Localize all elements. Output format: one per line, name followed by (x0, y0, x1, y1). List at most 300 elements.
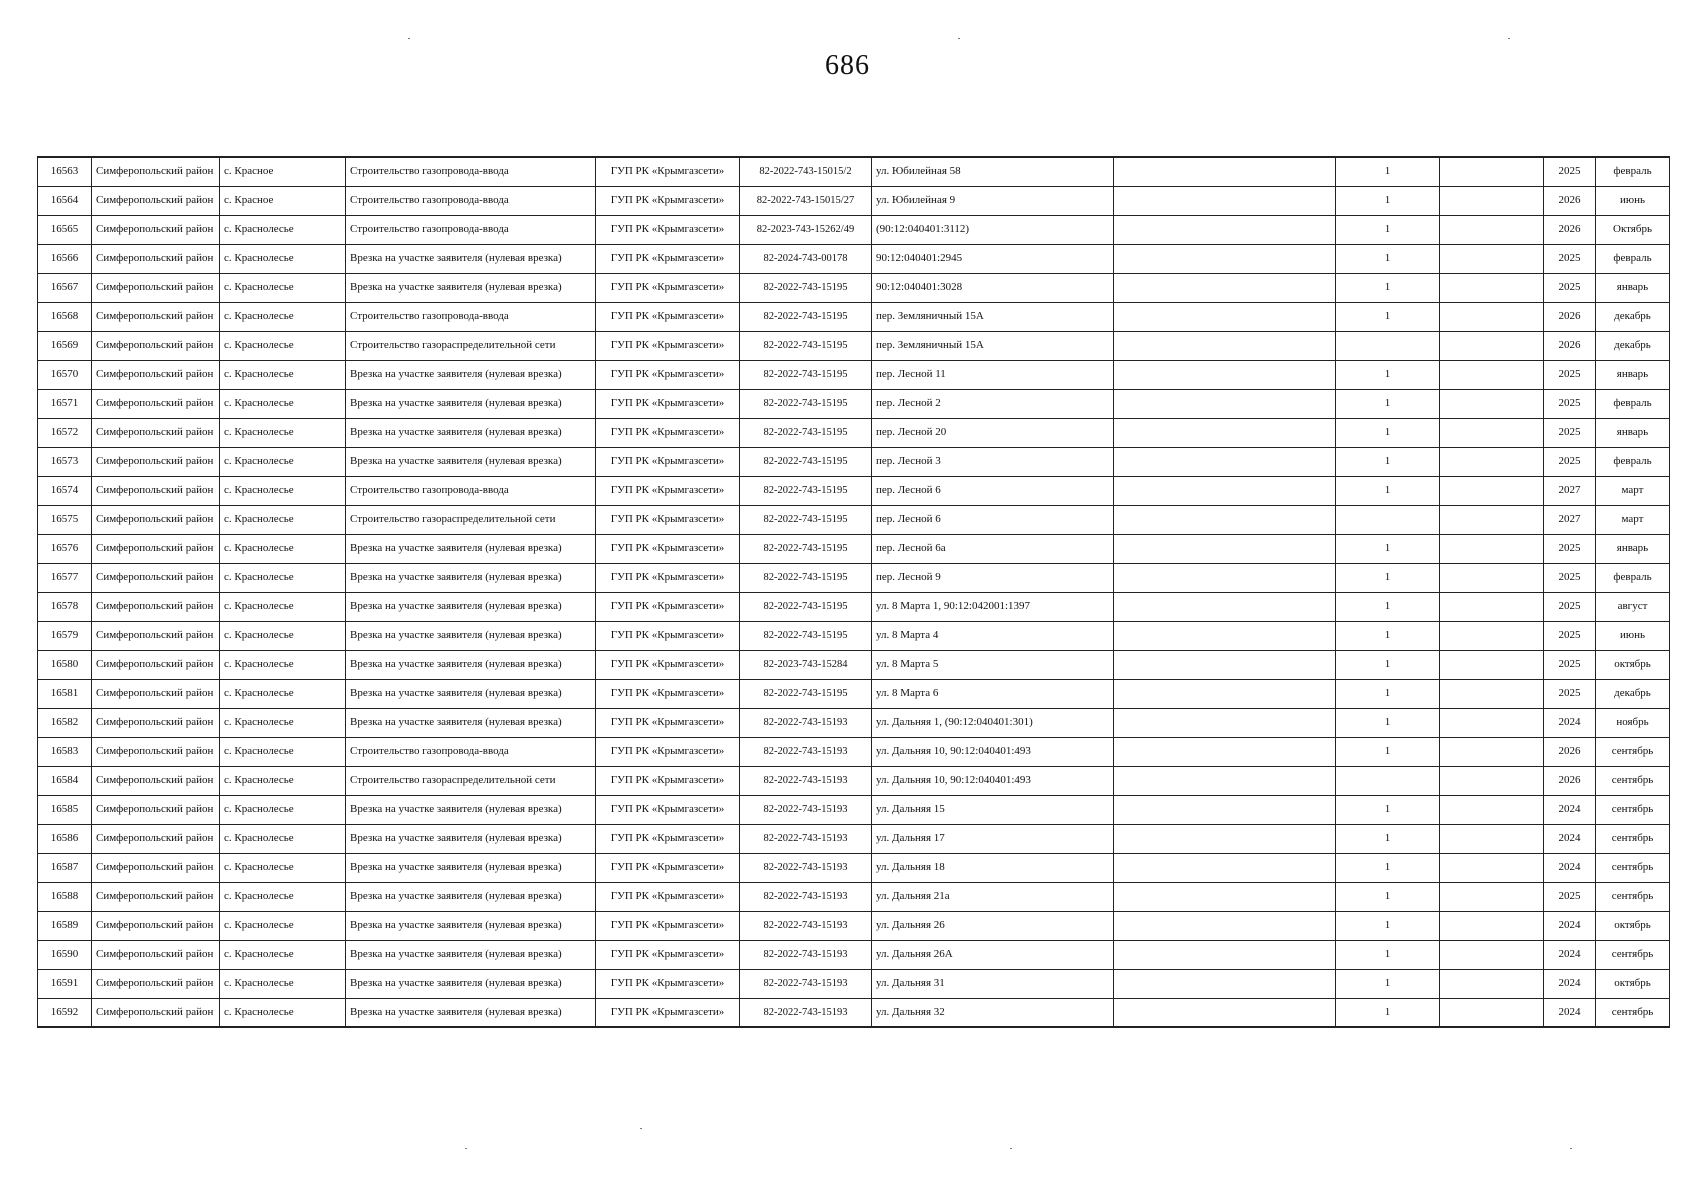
cell-application-code: 82-2022-743-15193 (740, 824, 872, 853)
cell-work-type: Врезка на участке заявителя (нулевая врезка) (346, 708, 596, 737)
cell-work-type: Врезка на участке заявителя (нулевая врезка) (346, 824, 596, 853)
scan-speck (465, 1148, 467, 1149)
cell-record-number: 16565 (38, 215, 92, 244)
cell-count: 1 (1336, 418, 1440, 447)
cell-empty (1440, 418, 1544, 447)
table-row (38, 969, 1670, 998)
cell-work-type: Строительство газопровода-ввода (346, 186, 596, 215)
cell-empty (1440, 331, 1544, 360)
cell-district: Симферопольский район (92, 708, 220, 737)
cell-organization: ГУП РК «Крымгазсети» (596, 244, 740, 273)
table-row (38, 766, 1670, 795)
cell-organization: ГУП РК «Крымгазсети» (596, 592, 740, 621)
cell-settlement: с. Краснолесье (220, 302, 346, 331)
cell-count: 1 (1336, 302, 1440, 331)
cell-work-type: Строительство газопровода-ввода (346, 157, 596, 186)
cell-organization: ГУП РК «Крымгазсети» (596, 679, 740, 708)
cell-year: 2024 (1544, 911, 1596, 940)
cell-count: 1 (1336, 273, 1440, 302)
cell-address: 90:12:040401:3028 (872, 273, 1114, 302)
cell-work-type: Врезка на участке заявителя (нулевая врезка) (346, 621, 596, 650)
cell-empty (1440, 853, 1544, 882)
cell-empty (1114, 476, 1336, 505)
cell-empty (1440, 215, 1544, 244)
cell-count: 1 (1336, 360, 1440, 389)
cell-work-type: Врезка на участке заявителя (нулевая врезка) (346, 853, 596, 882)
cell-settlement: с. Краснолесье (220, 679, 346, 708)
scan-speck (1010, 1148, 1012, 1149)
cell-empty (1440, 737, 1544, 766)
cell-year: 2025 (1544, 447, 1596, 476)
cell-record-number: 16589 (38, 911, 92, 940)
cell-empty (1114, 621, 1336, 650)
cell-settlement: с. Красное (220, 157, 346, 186)
cell-work-type: Врезка на участке заявителя (нулевая врезка) (346, 273, 596, 302)
cell-count: 1 (1336, 969, 1440, 998)
cell-empty (1440, 708, 1544, 737)
cell-application-code: 82-2022-743-15193 (740, 969, 872, 998)
registry-table (37, 156, 1670, 1028)
cell-application-code: 82-2022-743-15195 (740, 447, 872, 476)
cell-year: 2025 (1544, 389, 1596, 418)
cell-record-number: 16591 (38, 969, 92, 998)
cell-empty (1114, 273, 1336, 302)
cell-work-type: Врезка на участке заявителя (нулевая врезка) (346, 940, 596, 969)
cell-month: июнь (1596, 621, 1670, 650)
cell-address: пер. Лесной 20 (872, 418, 1114, 447)
cell-count: 1 (1336, 998, 1440, 1027)
table-row (38, 302, 1670, 331)
table-row (38, 650, 1670, 679)
cell-district: Симферопольский район (92, 534, 220, 563)
cell-empty (1114, 940, 1336, 969)
cell-empty (1440, 882, 1544, 911)
table-row (38, 534, 1670, 563)
cell-empty (1114, 447, 1336, 476)
cell-address: ул. Дальняя 26А (872, 940, 1114, 969)
cell-count: 1 (1336, 795, 1440, 824)
cell-address: (90:12:040401:3112) (872, 215, 1114, 244)
table-row (38, 940, 1670, 969)
table-row (38, 824, 1670, 853)
cell-district: Симферопольский район (92, 679, 220, 708)
cell-empty (1114, 824, 1336, 853)
cell-district: Симферопольский район (92, 911, 220, 940)
cell-month: август (1596, 592, 1670, 621)
cell-district: Симферопольский район (92, 824, 220, 853)
cell-work-type: Врезка на участке заявителя (нулевая врезка) (346, 969, 596, 998)
cell-count: 1 (1336, 157, 1440, 186)
cell-organization: ГУП РК «Крымгазсети» (596, 563, 740, 592)
cell-organization: ГУП РК «Крымгазсети» (596, 418, 740, 447)
cell-count: 1 (1336, 679, 1440, 708)
cell-year: 2027 (1544, 505, 1596, 534)
cell-work-type: Врезка на участке заявителя (нулевая врезка) (346, 795, 596, 824)
cell-address: пер. Земляничный 15А (872, 331, 1114, 360)
cell-work-type: Врезка на участке заявителя (нулевая врезка) (346, 563, 596, 592)
cell-empty (1440, 766, 1544, 795)
table-row (38, 998, 1670, 1027)
cell-empty (1440, 940, 1544, 969)
cell-district: Симферопольский район (92, 244, 220, 273)
cell-empty (1440, 592, 1544, 621)
cell-count: 1 (1336, 476, 1440, 505)
cell-application-code: 82-2022-743-15195 (740, 331, 872, 360)
table-row (38, 708, 1670, 737)
cell-address: ул. 8 Марта 6 (872, 679, 1114, 708)
cell-application-code: 82-2022-743-15193 (740, 708, 872, 737)
cell-application-code: 82-2024-743-00178 (740, 244, 872, 273)
table-row (38, 418, 1670, 447)
cell-count: 1 (1336, 650, 1440, 679)
cell-empty (1440, 476, 1544, 505)
cell-empty (1114, 592, 1336, 621)
cell-count: 1 (1336, 563, 1440, 592)
cell-address: ул. 8 Марта 4 (872, 621, 1114, 650)
cell-address: ул. Дальняя 10, 90:12:040401:493 (872, 737, 1114, 766)
cell-organization: ГУП РК «Крымгазсети» (596, 795, 740, 824)
cell-record-number: 16584 (38, 766, 92, 795)
cell-district: Симферопольский район (92, 273, 220, 302)
cell-empty (1114, 679, 1336, 708)
cell-work-type: Врезка на участке заявителя (нулевая врезка) (346, 911, 596, 940)
cell-year: 2026 (1544, 215, 1596, 244)
cell-settlement: с. Краснолесье (220, 882, 346, 911)
cell-year: 2026 (1544, 186, 1596, 215)
cell-year: 2025 (1544, 244, 1596, 273)
cell-work-type: Строительство газораспределительной сети (346, 331, 596, 360)
cell-record-number: 16592 (38, 998, 92, 1027)
cell-empty (1440, 534, 1544, 563)
cell-organization: ГУП РК «Крымгазсети» (596, 331, 740, 360)
cell-address: ул. Дальняя 10, 90:12:040401:493 (872, 766, 1114, 795)
cell-record-number: 16581 (38, 679, 92, 708)
cell-settlement: с. Краснолесье (220, 824, 346, 853)
cell-settlement: с. Краснолесье (220, 447, 346, 476)
cell-empty (1114, 737, 1336, 766)
registry-body (38, 157, 1670, 1027)
cell-district: Симферопольский район (92, 476, 220, 505)
cell-month: сентябрь (1596, 998, 1670, 1027)
cell-empty (1440, 447, 1544, 476)
cell-year: 2025 (1544, 157, 1596, 186)
cell-address: пер. Лесной 6 (872, 476, 1114, 505)
cell-record-number: 16568 (38, 302, 92, 331)
cell-record-number: 16577 (38, 563, 92, 592)
cell-organization: ГУП РК «Крымгазсети» (596, 186, 740, 215)
cell-count (1336, 766, 1440, 795)
cell-settlement: с. Краснолесье (220, 505, 346, 534)
cell-address: ул. Дальняя 26 (872, 911, 1114, 940)
cell-organization: ГУП РК «Крымгазсети» (596, 360, 740, 389)
cell-count: 1 (1336, 911, 1440, 940)
cell-district: Симферопольский район (92, 418, 220, 447)
cell-organization: ГУП РК «Крымгазсети» (596, 737, 740, 766)
cell-organization: ГУП РК «Крымгазсети» (596, 476, 740, 505)
cell-work-type: Врезка на участке заявителя (нулевая врезка) (346, 360, 596, 389)
cell-record-number: 16585 (38, 795, 92, 824)
cell-district: Симферопольский район (92, 302, 220, 331)
table-row (38, 795, 1670, 824)
cell-district: Симферопольский район (92, 969, 220, 998)
cell-district: Симферопольский район (92, 650, 220, 679)
cell-month: январь (1596, 273, 1670, 302)
table-row (38, 563, 1670, 592)
cell-address: ул. Дальняя 17 (872, 824, 1114, 853)
cell-district: Симферопольский район (92, 186, 220, 215)
table-row (38, 853, 1670, 882)
cell-month: октябрь (1596, 911, 1670, 940)
cell-district: Симферопольский район (92, 795, 220, 824)
cell-count (1336, 331, 1440, 360)
cell-application-code: 82-2023-743-15284 (740, 650, 872, 679)
table-row (38, 592, 1670, 621)
cell-address: ул. Юбилейная 58 (872, 157, 1114, 186)
table-row (38, 389, 1670, 418)
cell-year: 2025 (1544, 679, 1596, 708)
cell-organization: ГУП РК «Крымгазсети» (596, 505, 740, 534)
cell-district: Симферопольский район (92, 592, 220, 621)
cell-record-number: 16571 (38, 389, 92, 418)
cell-month: сентябрь (1596, 882, 1670, 911)
cell-empty (1440, 186, 1544, 215)
cell-address: пер. Лесной 6а (872, 534, 1114, 563)
cell-empty (1440, 563, 1544, 592)
table-row (38, 621, 1670, 650)
cell-month: сентябрь (1596, 737, 1670, 766)
cell-record-number: 16583 (38, 737, 92, 766)
cell-empty (1440, 157, 1544, 186)
cell-work-type: Строительство газопровода-ввода (346, 302, 596, 331)
scan-speck (408, 38, 410, 39)
cell-month: февраль (1596, 157, 1670, 186)
cell-application-code: 82-2022-743-15195 (740, 360, 872, 389)
scan-speck (640, 1128, 642, 1129)
cell-year: 2024 (1544, 824, 1596, 853)
cell-settlement: с. Краснолесье (220, 244, 346, 273)
cell-work-type: Строительство газопровода-ввода (346, 737, 596, 766)
cell-settlement: с. Краснолесье (220, 273, 346, 302)
cell-application-code: 82-2022-743-15195 (740, 534, 872, 563)
cell-year: 2025 (1544, 621, 1596, 650)
cell-count: 1 (1336, 592, 1440, 621)
cell-year: 2025 (1544, 650, 1596, 679)
cell-year: 2024 (1544, 998, 1596, 1027)
cell-settlement: с. Краснолесье (220, 563, 346, 592)
table-row (38, 215, 1670, 244)
cell-month: сентябрь (1596, 795, 1670, 824)
cell-application-code: 82-2023-743-15262/49 (740, 215, 872, 244)
cell-count: 1 (1336, 215, 1440, 244)
cell-settlement: с. Краснолесье (220, 418, 346, 447)
cell-district: Симферопольский район (92, 360, 220, 389)
cell-month: январь (1596, 534, 1670, 563)
cell-empty (1440, 679, 1544, 708)
cell-count: 1 (1336, 534, 1440, 563)
cell-district: Симферопольский район (92, 215, 220, 244)
cell-application-code: 82-2022-743-15195 (740, 621, 872, 650)
cell-application-code: 82-2022-743-15015/27 (740, 186, 872, 215)
cell-record-number: 16567 (38, 273, 92, 302)
cell-district: Симферопольский район (92, 737, 220, 766)
cell-settlement: с. Краснолесье (220, 621, 346, 650)
cell-organization: ГУП РК «Крымгазсети» (596, 882, 740, 911)
cell-address: пер. Лесной 2 (872, 389, 1114, 418)
cell-empty (1114, 505, 1336, 534)
scan-speck (1570, 1148, 1572, 1149)
page-number: 686 (825, 50, 870, 81)
cell-address: ул. Дальняя 31 (872, 969, 1114, 998)
cell-empty (1440, 273, 1544, 302)
cell-empty (1440, 824, 1544, 853)
cell-month: январь (1596, 360, 1670, 389)
cell-empty (1114, 331, 1336, 360)
table-row (38, 360, 1670, 389)
cell-record-number: 16582 (38, 708, 92, 737)
cell-count: 1 (1336, 882, 1440, 911)
cell-year: 2025 (1544, 534, 1596, 563)
cell-district: Симферопольский район (92, 505, 220, 534)
cell-record-number: 16570 (38, 360, 92, 389)
cell-count (1336, 505, 1440, 534)
cell-settlement: с. Краснолесье (220, 360, 346, 389)
cell-year: 2024 (1544, 969, 1596, 998)
cell-year: 2024 (1544, 940, 1596, 969)
cell-organization: ГУП РК «Крымгазсети» (596, 302, 740, 331)
cell-work-type: Строительство газораспределительной сети (346, 766, 596, 795)
cell-district: Симферопольский район (92, 447, 220, 476)
table-row (38, 273, 1670, 302)
cell-organization: ГУП РК «Крымгазсети» (596, 534, 740, 563)
cell-record-number: 16569 (38, 331, 92, 360)
cell-application-code: 82-2022-743-15193 (740, 795, 872, 824)
cell-organization: ГУП РК «Крымгазсети» (596, 215, 740, 244)
cell-district: Симферопольский район (92, 389, 220, 418)
cell-empty (1114, 766, 1336, 795)
cell-application-code: 82-2022-743-15193 (740, 853, 872, 882)
table-row (38, 911, 1670, 940)
cell-month: октябрь (1596, 969, 1670, 998)
cell-work-type: Врезка на участке заявителя (нулевая врезка) (346, 244, 596, 273)
cell-application-code: 82-2022-743-15195 (740, 389, 872, 418)
cell-count: 1 (1336, 244, 1440, 273)
cell-empty (1440, 244, 1544, 273)
cell-application-code: 82-2022-743-15193 (740, 911, 872, 940)
cell-application-code: 82-2022-743-15195 (740, 302, 872, 331)
cell-settlement: с. Краснолесье (220, 650, 346, 679)
cell-empty (1114, 215, 1336, 244)
cell-settlement: с. Краснолесье (220, 795, 346, 824)
cell-empty (1114, 795, 1336, 824)
cell-empty (1114, 969, 1336, 998)
cell-work-type: Врезка на участке заявителя (нулевая врезка) (346, 679, 596, 708)
table-row (38, 331, 1670, 360)
cell-month: декабрь (1596, 679, 1670, 708)
cell-month: сентябрь (1596, 853, 1670, 882)
cell-application-code: 82-2022-743-15193 (740, 882, 872, 911)
table-row (38, 157, 1670, 186)
table-row (38, 882, 1670, 911)
cell-record-number: 16588 (38, 882, 92, 911)
cell-empty (1114, 853, 1336, 882)
cell-application-code: 82-2022-743-15195 (740, 505, 872, 534)
cell-application-code: 82-2022-743-15015/2 (740, 157, 872, 186)
cell-address: ул. Дальняя 18 (872, 853, 1114, 882)
cell-organization: ГУП РК «Крымгазсети» (596, 766, 740, 795)
cell-empty (1114, 998, 1336, 1027)
cell-work-type: Врезка на участке заявителя (нулевая врезка) (346, 447, 596, 476)
cell-empty (1114, 650, 1336, 679)
scan-speck (958, 38, 960, 39)
cell-empty (1440, 360, 1544, 389)
cell-settlement: с. Краснолесье (220, 708, 346, 737)
cell-work-type: Врезка на участке заявителя (нулевая врезка) (346, 418, 596, 447)
cell-month: октябрь (1596, 650, 1670, 679)
cell-month: февраль (1596, 563, 1670, 592)
cell-empty (1114, 563, 1336, 592)
cell-month: январь (1596, 418, 1670, 447)
table-row (38, 186, 1670, 215)
cell-month: февраль (1596, 244, 1670, 273)
cell-month: июнь (1596, 186, 1670, 215)
cell-year: 2026 (1544, 737, 1596, 766)
cell-organization: ГУП РК «Крымгазсети» (596, 940, 740, 969)
cell-settlement: с. Краснолесье (220, 737, 346, 766)
cell-count: 1 (1336, 621, 1440, 650)
cell-month: сентябрь (1596, 766, 1670, 795)
cell-empty (1440, 650, 1544, 679)
cell-work-type: Врезка на участке заявителя (нулевая врезка) (346, 592, 596, 621)
cell-settlement: с. Краснолесье (220, 998, 346, 1027)
cell-empty (1440, 505, 1544, 534)
cell-settlement: с. Краснолесье (220, 331, 346, 360)
cell-address: пер. Лесной 9 (872, 563, 1114, 592)
cell-district: Симферопольский район (92, 766, 220, 795)
table-row (38, 476, 1670, 505)
cell-empty (1440, 302, 1544, 331)
cell-organization: ГУП РК «Крымгазсети» (596, 708, 740, 737)
cell-address: пер. Лесной 3 (872, 447, 1114, 476)
cell-work-type: Врезка на участке заявителя (нулевая врезка) (346, 650, 596, 679)
cell-record-number: 16566 (38, 244, 92, 273)
cell-count: 1 (1336, 940, 1440, 969)
cell-settlement: с. Краснолесье (220, 969, 346, 998)
cell-organization: ГУП РК «Крымгазсети» (596, 389, 740, 418)
cell-district: Симферопольский район (92, 157, 220, 186)
cell-year: 2025 (1544, 592, 1596, 621)
cell-empty (1114, 534, 1336, 563)
cell-empty (1114, 244, 1336, 273)
cell-year: 2027 (1544, 476, 1596, 505)
cell-settlement: с. Краснолесье (220, 911, 346, 940)
cell-empty (1440, 911, 1544, 940)
cell-organization: ГУП РК «Крымгазсети» (596, 650, 740, 679)
cell-empty (1114, 882, 1336, 911)
table-row (38, 447, 1670, 476)
cell-work-type: Врезка на участке заявителя (нулевая врезка) (346, 534, 596, 563)
cell-year: 2025 (1544, 418, 1596, 447)
cell-record-number: 16564 (38, 186, 92, 215)
cell-year: 2026 (1544, 331, 1596, 360)
cell-application-code: 82-2022-743-15195 (740, 418, 872, 447)
cell-organization: ГУП РК «Крымгазсети» (596, 911, 740, 940)
cell-month: февраль (1596, 389, 1670, 418)
cell-year: 2025 (1544, 882, 1596, 911)
cell-district: Симферопольский район (92, 621, 220, 650)
cell-record-number: 16573 (38, 447, 92, 476)
cell-empty (1114, 186, 1336, 215)
cell-count: 1 (1336, 824, 1440, 853)
